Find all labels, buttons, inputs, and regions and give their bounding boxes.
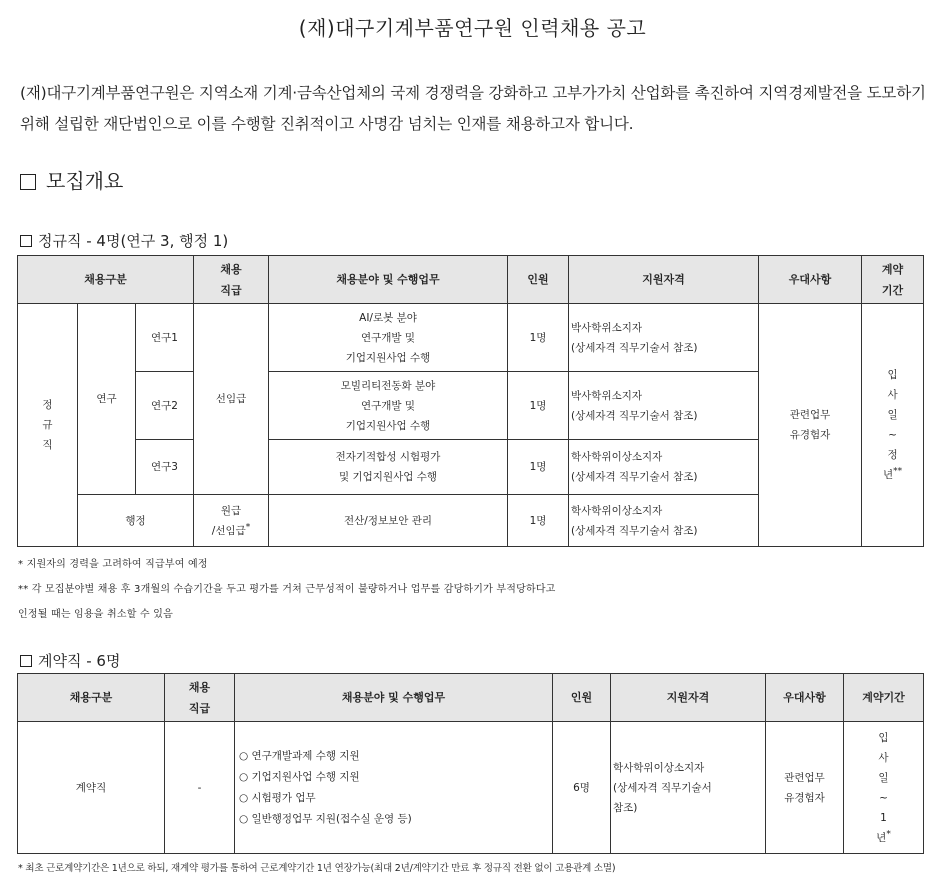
header-headcount: 인원 [508,256,569,304]
header-category: 채용구분 [18,674,165,722]
headcount-research2: 1명 [508,372,569,440]
regular-heading [20,230,228,251]
table-row [18,722,924,854]
duty-research1: AI/로봇 분야 연구개발 및 기업지원사업 수행 [269,304,508,372]
qual-admin: 학사학위이상소지자 (상세자격 직무기술서 참조) [569,495,759,547]
research-label: 연구 [78,304,136,495]
regular-heading-text: 정규직 - 4명(연구 3, 행정 1) [38,232,229,250]
checkbox-square-icon [20,174,36,190]
duty-research2: 모빌리티전동화 분야 연구개발 및 기업지원사업 수행 [269,372,508,440]
page-title: (재)대구기계부품연구원 인력채용 공고 [298,16,647,40]
field-research2: 연구2 [136,372,194,440]
field-research3: 연구3 [136,440,194,495]
qual-research2: 박사학위소지자 (상세자격 직무기술서 참조) [569,372,759,440]
header-period: 계약기간 [844,674,924,722]
header-duties: 채용분야 및 수행업무 [269,256,508,304]
regular-note-2: ** 각 모집분야별 채용 후 3개월의 수습기간을 두고 평가를 거쳐 근무성적이 불량하거나 업무를 감당하기가 부적당하다고 [18,584,556,595]
headcount-admin: 1명 [508,495,569,547]
qual-contract: 학사학위이상소지자 (상세자격 직무기술서 참조) [611,722,766,854]
checkbox-square-icon [20,655,32,667]
section-heading [20,165,123,194]
header-qualification: 지원자격 [611,674,766,722]
header-category: 채용구분 [18,256,194,304]
header-preference: 우대사항 [759,256,862,304]
preference-contract: 관련업무 유경험자 [766,722,844,854]
research-grade: 선임급 [194,304,269,495]
contract-heading-text: 계약직 - 6명 [38,652,121,670]
duty-research3: 전자기적합성 시험평가 및 기업지원사업 수행 [269,440,508,495]
intro-paragraph: (재)대구기계부품연구원은 지역소재 기계·금속산업체의 국제 경쟁력을 강화하고 고부가가치 산업화를 촉진하여 지역경제발전을 도모하기 위해 설립한 재단법인으로 이를 수행할 진취적이고 사명감 넘치는 인재를 채용하고자 합니다. [20,84,926,133]
duties-contract: ○ 연구개발과제 수행 지원 ○ 기업지원사업 수행 지원 ○ 시험평가 업무 ○ 일반행정업무 지원(접수실 운영 등) [235,722,553,854]
header-grade: 채용 직급 [165,674,235,722]
contract-note: * 최초 근로계약기간은 1년으로 하되, 재계약 평가를 통하여 근로계약기간 1년 연장가능(최대 2년/계약기간 만료 후 정규직 전환 없이 고용관계 소멸) [18,863,616,874]
headcount-research3: 1명 [508,440,569,495]
type-regular: 정 규 직 [18,304,78,547]
table-row [18,304,924,372]
headcount-contract: 6명 [553,722,611,854]
field-admin: 행정 [78,495,194,547]
duty-admin: 전산/정보보안 관리 [269,495,508,547]
period-regular: 입 사 일 ~ 정 년** [862,304,924,547]
regular-note-3: 인정될 때는 임용을 취소할 수 있음 [18,609,173,620]
qual-research3: 학사학위이상소지자 (상세자격 직무기술서 참조) [569,440,759,495]
contract-heading [20,650,120,671]
checkbox-square-icon [20,235,32,247]
grade-admin: 원급 /선임급* [194,495,269,547]
grade-contract: - [165,722,235,854]
preference-regular: 관련업무 유경험자 [759,304,862,547]
header-period: 계약 기간 [862,256,924,304]
header-qualification: 지원자격 [569,256,759,304]
field-research1: 연구1 [136,304,194,372]
headcount-research1: 1명 [508,304,569,372]
regular-table [17,255,924,547]
header-duties: 채용분야 및 수행업무 [235,674,553,722]
header-preference: 우대사항 [766,674,844,722]
header-grade: 채용 직급 [194,256,269,304]
regular-note-1: * 지원자의 경력을 고려하여 직급부여 예정 [18,559,208,570]
section-heading-text: 모집개요 [46,169,124,193]
contract-table [17,673,924,854]
header-headcount: 인원 [553,674,611,722]
qual-research1: 박사학위소지자 (상세자격 직무기술서 참조) [569,304,759,372]
period-contract: 입 사 일 ~ 1 년* [844,722,924,854]
category-contract: 계약직 [18,722,165,854]
